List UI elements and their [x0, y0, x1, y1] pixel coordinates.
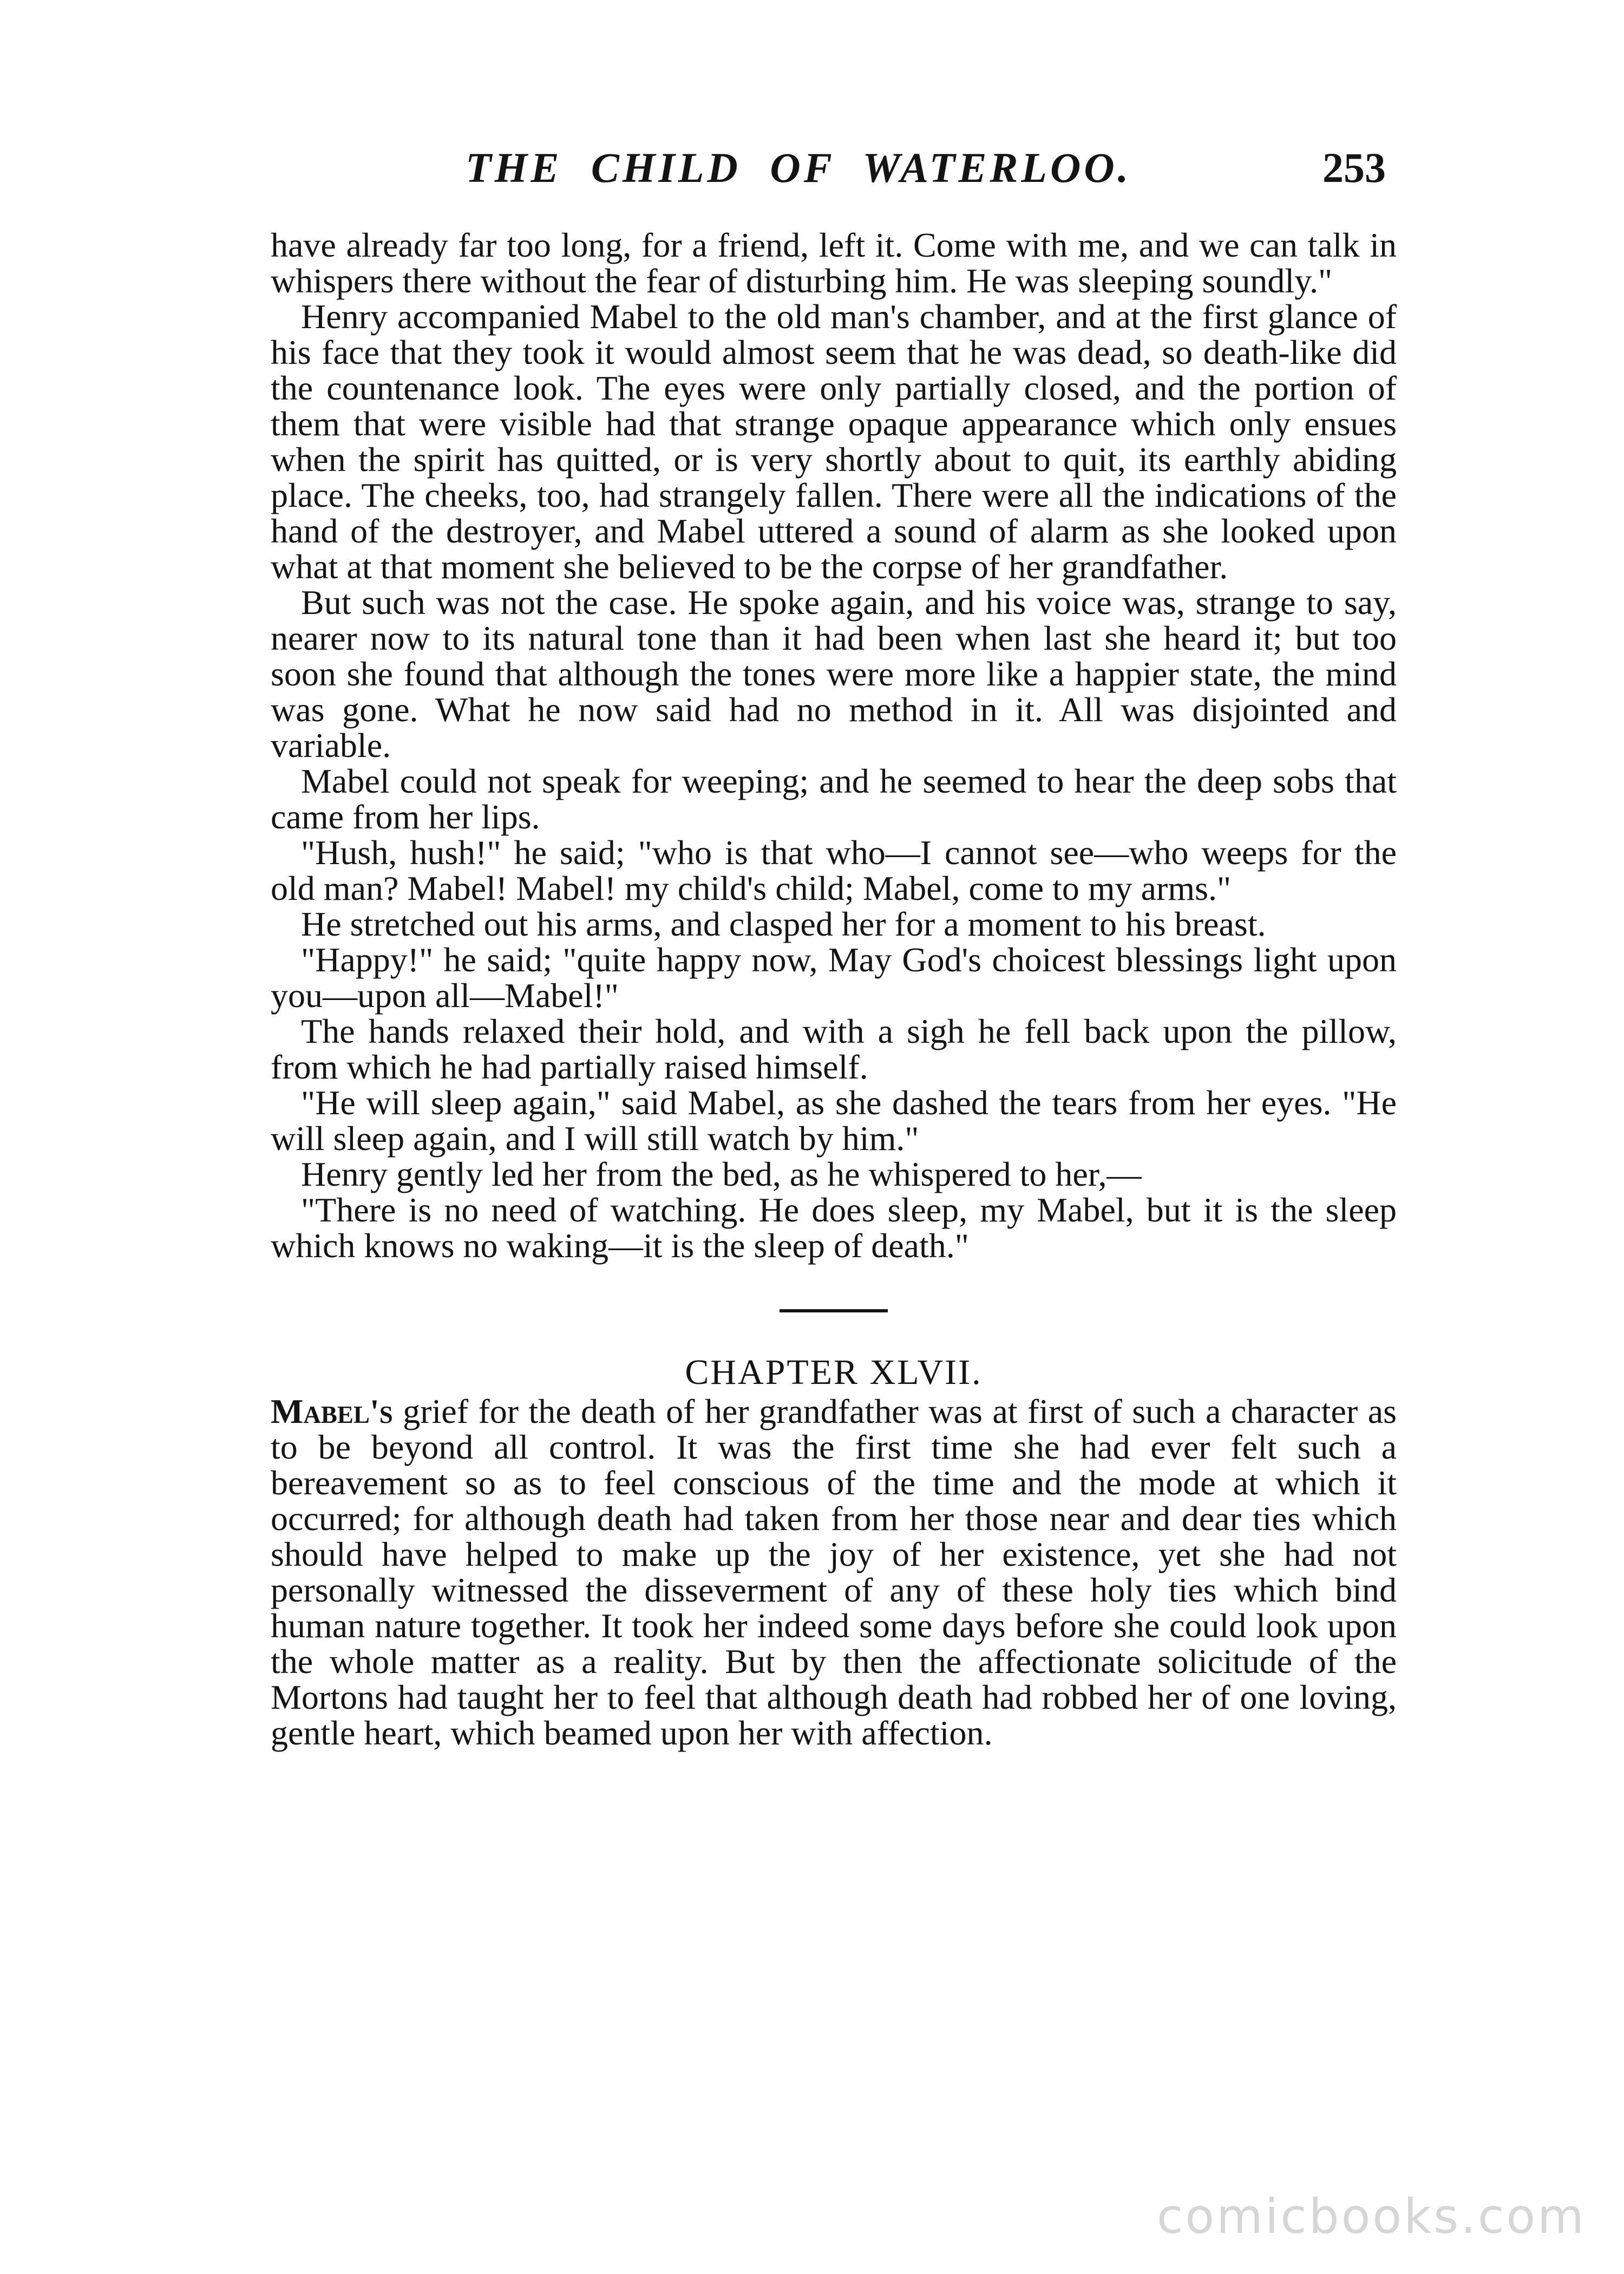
- page-number: 253: [1322, 144, 1386, 191]
- section-divider: [780, 1309, 888, 1312]
- running-title: THE CHILD OF WATERLOO.: [466, 144, 1132, 191]
- paragraph: "Hush, hush!" he said; "who is that who—I cannot see—who weeps for the old man? Mabel! Mabel! my child's child; Mabel, come to my arms.": [271, 833, 1397, 907]
- paragraph: "There is no need of watching. He does sleep, my Mabel, but it is the sleep which knows no waking—it is the sleep of death.": [271, 1191, 1397, 1265]
- chapter-paragraph-text: grief for the death of her grandfather was at first of such a character as to be beyond all control. It was the first time she had ever felt such a bereavement so as to feel conscious of the time and the mode at which it occurred; for although death had taken from her those near and dear ties which should have helped to make up the joy of her existence, yet she had not personally witnessed the disseverment of any of these holy ties which bind human nature together. It took her indeed some days before she could look upon the whole matter as a reality. But by then the affectionate solicitude of the Mortons had taught her to feel that although death had robbed her of one loving, gentle heart, which beamed upon her with affection.: [271, 1392, 1397, 1752]
- paragraph: He stretched out his arms, and clasped her for a moment to his breast.: [301, 905, 1266, 943]
- paragraph: The hands relaxed their hold, and with a sigh he fell back upon the pillow, from which he had partially raised himself.: [271, 1012, 1397, 1086]
- paragraph: have already far too long, for a friend, left it. Come with me, and we can talk in whispers there without the fear of disturbing him. He was sleeping soundly.": [271, 226, 1397, 300]
- paragraph: Henry gently led her from the bed, as he whispered to her,—: [301, 1155, 1142, 1193]
- chapter-first-paragraph: [271, 1394, 1397, 1751]
- paragraph: Henry accompanied Mabel to the old man's chamber, and at the first glance of his face that they took it would almost seem that he was dead, so death-like did the countenance look. The eyes were only partially closed, and the portion of them that were visible had that strange opaque appearance which only ensues when the spirit has quitted, or is very shortly about to quit, its earthly abiding place. The cheeks, too, had strangely fallen. There were all the indications of the hand of the destroyer, and Mabel uttered a sound of alarm as she looked upon what at that moment she believed to be the corpse of her grandfather.: [271, 297, 1397, 586]
- paragraph: "He will sleep again," said Mabel, as she dashed the tears from her eyes. "He will sleep again, and I will still watch by him.": [271, 1083, 1397, 1158]
- watermark: comicbooks.com: [1156, 2188, 1586, 2244]
- page-header: [271, 143, 1386, 203]
- paragraph: Mabel could not speak for weeping; and he seemed to hear the deep sobs that came from her lips.: [271, 762, 1397, 836]
- paragraph: "Happy!" he said; "quite happy now, May God's choicest blessings light upon you—upon all—Mabel!": [271, 940, 1397, 1015]
- chapter-heading: CHAPTER XLVII.: [685, 1352, 983, 1392]
- paragraph: But such was not the case. He spoke again, and his voice was, strange to say, nearer now to its natural tone than it had been when last she heard it; but too soon she found that although the tones were more like a happier state, the mind was gone. What he now said had no method in it. All was disjointed and variable.: [271, 583, 1397, 764]
- chapter-lead-word: Mabel's: [271, 1392, 393, 1430]
- page-body: [271, 227, 1397, 1751]
